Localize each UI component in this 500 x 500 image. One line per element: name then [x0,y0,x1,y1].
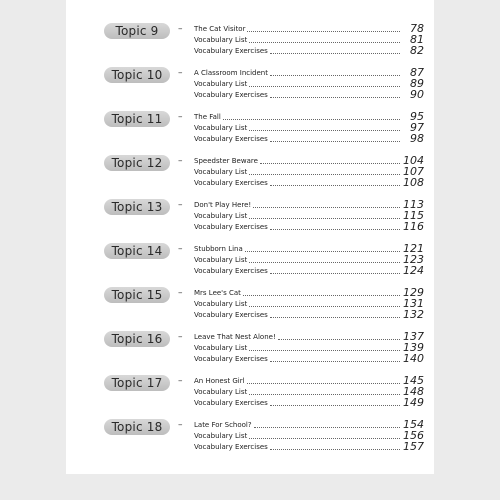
page-number: 78 [410,22,424,35]
entry-title: Late For School? [194,421,252,429]
topic-badge: Topic 15 [104,287,170,303]
page-number: 87 [410,66,424,79]
page-number: 129 [403,286,424,299]
dot-leader [270,449,400,450]
dash-separator: – [178,24,183,34]
page-number: 104 [403,154,424,167]
page-number: 116 [403,220,424,233]
dot-leader [270,317,400,318]
entry-title: Vocabulary Exercises [194,135,268,143]
dash-separator: – [178,200,183,210]
toc-entry[interactable] [194,199,424,210]
page-number: 97 [410,121,424,134]
page-number: 131 [403,297,424,310]
entry-title: Vocabulary List [194,36,248,44]
entry-title: Don't Play Here! [194,201,252,209]
toc-entry[interactable] [194,210,424,221]
toc-entry[interactable] [194,133,424,144]
toc-entry[interactable] [194,122,424,133]
dot-leader [270,185,400,186]
entry-title: Vocabulary Exercises [194,179,268,187]
entry-title: Vocabulary Exercises [194,267,268,275]
toc-entry[interactable] [194,155,424,166]
entry-title: Vocabulary List [194,344,248,352]
dot-leader [270,273,400,274]
dash-separator: – [178,156,183,166]
dot-leader [247,383,400,384]
topic-14 [104,242,424,282]
dot-leader [270,53,400,54]
toc-entry[interactable] [194,78,424,89]
dot-leader [249,218,400,219]
entry-title: Vocabulary Exercises [194,399,268,407]
entry-title: Vocabulary List [194,256,248,264]
dot-leader [243,295,400,296]
toc-entry[interactable] [194,309,424,320]
topic-badge: Topic 18 [104,419,170,435]
entry-title: Vocabulary Exercises [194,91,268,99]
topic-11 [104,110,424,150]
dot-leader [249,438,400,439]
dash-separator: – [178,420,183,430]
dash-separator: – [178,332,183,342]
dash-separator: – [178,244,183,254]
topic-9 [104,22,424,62]
topic-badge: Topic 10 [104,67,170,83]
page-number: 121 [403,242,424,255]
page-number: 98 [410,132,424,145]
topic-15 [104,286,424,326]
entry-title: Speedster Beware [194,157,258,165]
dot-leader [270,229,400,230]
entry-title: Vocabulary Exercises [194,311,268,319]
dot-leader [249,394,400,395]
topic-13 [104,198,424,238]
dash-separator: – [178,376,183,386]
topic-10 [104,66,424,106]
toc-entry[interactable] [194,67,424,78]
toc-entry[interactable] [194,375,424,386]
page-number: 124 [403,264,424,277]
dot-leader [270,405,400,406]
page-number: 149 [403,396,424,409]
topic-badge: Topic 17 [104,375,170,391]
toc-entry[interactable] [194,353,424,364]
dot-leader [253,207,400,208]
toc-entry[interactable] [194,287,424,298]
entry-title: Vocabulary Exercises [194,223,268,231]
dot-leader [223,119,400,120]
dot-leader [249,306,400,307]
topic-badge: Topic 14 [104,243,170,259]
entry-title: The Fall [194,113,221,121]
dot-leader [270,97,400,98]
page-number: 115 [403,209,424,222]
page-number: 145 [403,374,424,387]
entry-title: Vocabulary Exercises [194,355,268,363]
dot-leader [260,163,400,164]
toc-entry[interactable] [194,221,424,232]
page-number: 113 [403,198,424,211]
toc-entry[interactable] [194,441,424,452]
dot-leader [270,361,400,362]
entry-title: Leave That Nest Alone! [194,333,276,341]
page-number: 132 [403,308,424,321]
topic-badge: Topic 13 [104,199,170,215]
contents-page [66,0,434,474]
toc-entry[interactable] [194,243,424,254]
toc-entry[interactable] [194,419,424,430]
dot-leader [249,350,400,351]
entry-title: Vocabulary List [194,212,248,220]
topic-12 [104,154,424,194]
toc-entry[interactable] [194,45,424,56]
dash-separator: – [178,112,183,122]
toc-entry[interactable] [194,177,424,188]
entry-title: Vocabulary List [194,168,248,176]
toc-entry[interactable] [194,397,424,408]
dot-leader [249,174,400,175]
topic-18 [104,418,424,458]
page-number: 123 [403,253,424,266]
entry-title: Vocabulary List [194,432,248,440]
entry-title: Mrs Lee's Cat [194,289,241,297]
toc-entry[interactable] [194,386,424,397]
toc-entry[interactable] [194,89,424,100]
topic-badge: Topic 9 [104,23,170,39]
entry-title: An Honest Girl [194,377,245,385]
entry-title: Vocabulary List [194,80,248,88]
toc-entry[interactable] [194,298,424,309]
dot-leader [249,42,400,43]
topic-badge: Topic 11 [104,111,170,127]
page-number: 154 [403,418,424,431]
toc-entry[interactable] [194,23,424,34]
entry-title: Stubborn Lina [194,245,243,253]
page-number: 139 [403,341,424,354]
entry-title: Vocabulary List [194,300,248,308]
dot-leader [254,427,400,428]
dash-separator: – [178,68,183,78]
dot-leader [249,130,400,131]
dot-leader [249,262,400,263]
entry-title: Vocabulary List [194,388,248,396]
page-number: 108 [403,176,424,189]
page-number: 90 [410,88,424,101]
page-number: 157 [403,440,424,453]
dash-separator: – [178,288,183,298]
topic-17 [104,374,424,414]
entry-title: A Classroom Incident [194,69,268,77]
toc-entry[interactable] [194,34,424,45]
toc-entry[interactable] [194,331,424,342]
toc-entry[interactable] [194,111,424,122]
dot-leader [270,75,400,76]
toc-entry[interactable] [194,342,424,353]
topic-badge: Topic 16 [104,331,170,347]
page-number: 89 [410,77,424,90]
topic-16 [104,330,424,370]
toc-entry[interactable] [194,166,424,177]
entry-title: Vocabulary Exercises [194,47,268,55]
dot-leader [245,251,400,252]
dot-leader [247,31,400,32]
toc-entry[interactable] [194,254,424,265]
entry-title: Vocabulary List [194,124,248,132]
page-number: 81 [410,33,424,46]
page-number: 156 [403,429,424,442]
dot-leader [249,86,400,87]
dot-leader [278,339,400,340]
page-number: 95 [410,110,424,123]
entry-title: Vocabulary Exercises [194,443,268,451]
page-number: 148 [403,385,424,398]
toc-entry[interactable] [194,265,424,276]
topic-badge: Topic 12 [104,155,170,171]
dot-leader [270,141,400,142]
page-number: 82 [410,44,424,57]
page-number: 137 [403,330,424,343]
entry-title: The Cat Visitor [194,25,246,33]
toc-entry[interactable] [194,430,424,441]
page-number: 140 [403,352,424,365]
page-number: 107 [403,165,424,178]
